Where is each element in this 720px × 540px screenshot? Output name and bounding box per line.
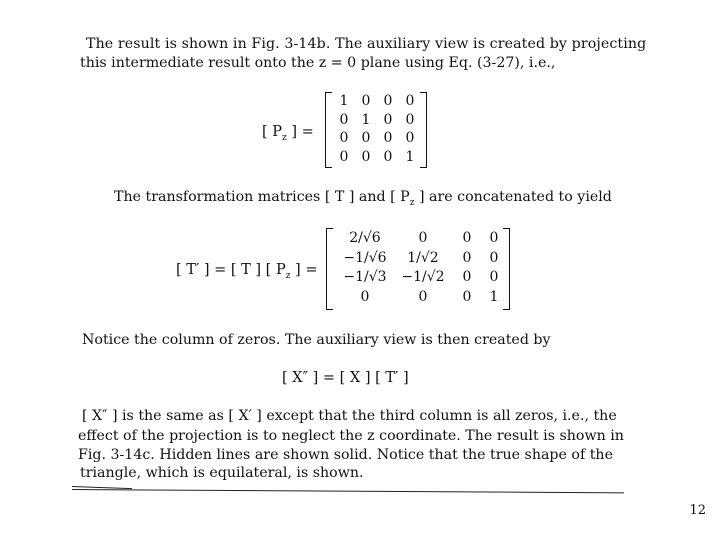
- paragraph-3-line-1: Notice the column of zeros. The auxiliary view is then created by: [82, 332, 551, 348]
- paragraph-4-line-3: Fig. 3-14c. Hidden lines are shown solid. Notice that the true shape of the: [78, 447, 613, 463]
- matrix-cell: 0: [462, 249, 472, 266]
- matrix-pz-label-end: ] =: [286, 124, 314, 140]
- matrix-cell: 2/√6: [349, 230, 381, 246]
- left-bracket: [325, 92, 332, 168]
- matrix-cell: −1/√6: [343, 249, 387, 266]
- matrix-tprime-label-text: [ T′ ] = [ T ] [ P: [176, 262, 286, 278]
- matrix-pz: [325, 92, 427, 168]
- matrix-cell: 1: [361, 111, 371, 128]
- matrix-cell: 0: [361, 93, 371, 109]
- matrix-cell: 0: [405, 111, 415, 128]
- matrix-cell: 0: [418, 288, 428, 305]
- matrix-cell: 0: [405, 130, 415, 146]
- right-bracket: [420, 92, 427, 168]
- paragraph-1-line-2: this intermediate result onto the z = 0 plane using Eq. (3-27), i.e.,: [80, 55, 556, 71]
- matrix-cell: 0: [339, 148, 349, 165]
- paragraph-1-line-1: The result is shown in Fig. 3-14b. The auxiliary view is created by projecting: [86, 36, 647, 52]
- matrix-cell: 0: [360, 288, 370, 305]
- paragraph-2-line-1: [114, 189, 612, 208]
- paragraph-4-line-1: [ X″ ] is the same as [ X′ ] except that the third column is all zeros, i.e., the: [82, 408, 617, 424]
- paragraph-2-text-end: ] are concatenated to yield: [414, 189, 612, 205]
- matrix-cell: 0: [489, 269, 499, 285]
- matrix-cell: 0: [383, 93, 393, 109]
- rule-line: [72, 489, 624, 493]
- matrix-cell: −1/√3: [343, 269, 387, 285]
- right-bracket: [503, 228, 510, 310]
- matrix-cell: 0: [339, 130, 349, 146]
- paragraph-4-line-4: triangle, which is equilateral, is shown.: [80, 465, 364, 481]
- matrix-cell: 1: [489, 288, 499, 305]
- matrix-tprime-label-sub: z: [285, 270, 291, 281]
- matrix-pz-label: [262, 124, 314, 143]
- matrix-cell: 0: [339, 111, 349, 128]
- matrix-cell: 1: [405, 148, 415, 165]
- matrix-cell: 0: [489, 249, 499, 266]
- matrix-cell: 0: [383, 130, 393, 146]
- page-number: 12: [689, 503, 706, 518]
- matrix-tprime-label-end: ] =: [290, 262, 318, 278]
- matrix-cell: 0: [462, 269, 472, 285]
- matrix-cell: 0: [383, 111, 393, 128]
- matrix-cell: 0: [361, 130, 371, 146]
- equation-x-double-prime: [ X″ ] = [ X ] [ T′ ]: [282, 370, 409, 386]
- matrix-pz-label-sub: z: [282, 132, 287, 143]
- matrix-tprime-label: [176, 262, 317, 281]
- matrix-cell: 0: [405, 93, 415, 109]
- matrix-tprime-grid: [334, 230, 504, 308]
- matrix-cell: 0: [383, 148, 393, 165]
- matrix-cell: 0: [462, 230, 472, 246]
- matrix-cell: 0: [361, 148, 371, 165]
- matrix-pz-grid: [333, 93, 421, 167]
- matrix-cell: −1/√2: [401, 269, 445, 285]
- matrix-tprime: [326, 228, 510, 310]
- matrix-cell: 1/√2: [407, 249, 439, 266]
- matrix-cell: 0: [418, 230, 428, 246]
- matrix-cell: 1: [339, 93, 349, 109]
- paragraph-2-sub: z: [409, 197, 415, 208]
- matrix-cell: 0: [462, 288, 472, 305]
- paragraph-4-line-2: effect of the projection is to neglect the z coordinate. The result is shown in: [78, 428, 624, 444]
- left-bracket: [326, 228, 333, 310]
- matrix-cell: 0: [489, 230, 499, 246]
- paragraph-2-text: The transformation matrices [ T ] and [ P: [114, 189, 410, 205]
- matrix-pz-label-text: [ P: [262, 124, 283, 140]
